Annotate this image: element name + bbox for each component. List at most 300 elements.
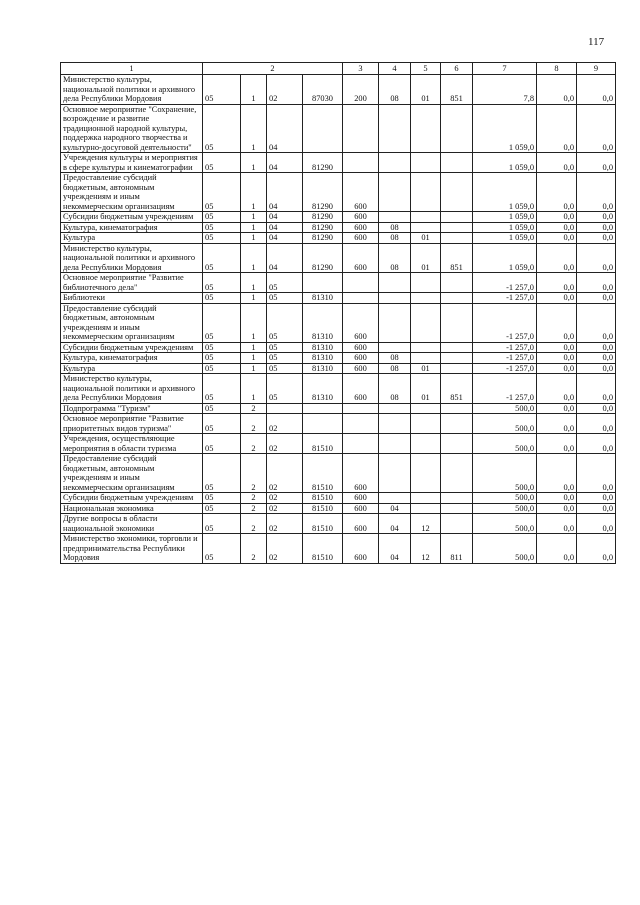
- code-direction: [303, 104, 343, 153]
- code-event: 02: [267, 434, 303, 454]
- col-7-value: 1 059,0: [473, 243, 537, 273]
- row-name: Субсидии бюджетным учреждениям: [61, 493, 203, 504]
- code-event: 04: [267, 212, 303, 223]
- col-header-3: 3: [343, 63, 379, 75]
- code-program: 05: [203, 233, 241, 244]
- code-subprogram: 1: [241, 243, 267, 273]
- col-3-value: [343, 403, 379, 414]
- code-subprogram: 1: [241, 173, 267, 212]
- col-9-value: 0,0: [577, 434, 616, 454]
- col-3-value: 600: [343, 212, 379, 223]
- code-program: 05: [203, 342, 241, 353]
- code-direction: 81510: [303, 534, 343, 564]
- table-row: [61, 534, 616, 564]
- col-6-value: [441, 503, 473, 514]
- code-program: 05: [203, 293, 241, 304]
- table-row: [61, 222, 616, 233]
- code-event: 05: [267, 374, 303, 404]
- code-event: 02: [267, 493, 303, 504]
- row-name: Министерство экономики, торговли и предпринимательства Республики Мордовия: [61, 534, 203, 564]
- code-program: 05: [203, 434, 241, 454]
- col-3-value: 600: [343, 454, 379, 493]
- col-3-value: 600: [343, 534, 379, 564]
- col-5-value: [411, 173, 441, 212]
- col-3-value: 600: [343, 342, 379, 353]
- col-8-value: 0,0: [537, 503, 577, 514]
- col-7-value: 1 059,0: [473, 153, 537, 173]
- code-program: 05: [203, 403, 241, 414]
- col-4-value: [379, 153, 411, 173]
- table-row: [61, 273, 616, 293]
- row-name: Предоставление субсидий бюджетным, автономным учреждениям и иным некоммерческим организациям: [61, 303, 203, 342]
- code-direction: 81310: [303, 342, 343, 353]
- col-4-value: 08: [379, 75, 411, 105]
- code-program: 05: [203, 363, 241, 374]
- col-8-value: 0,0: [537, 493, 577, 504]
- col-8-value: 0,0: [537, 342, 577, 353]
- code-subprogram: 2: [241, 414, 267, 434]
- code-subprogram: 1: [241, 75, 267, 105]
- table-body: [61, 75, 616, 564]
- table-row: [61, 233, 616, 244]
- col-4-value: 08: [379, 233, 411, 244]
- code-event: 05: [267, 342, 303, 353]
- col-5-value: [411, 273, 441, 293]
- col-7-value: -1 257,0: [473, 293, 537, 304]
- col-9-value: 0,0: [577, 212, 616, 223]
- col-9-value: 0,0: [577, 222, 616, 233]
- col-7-value: 500,0: [473, 454, 537, 493]
- code-program: 05: [203, 493, 241, 504]
- col-6-value: [441, 222, 473, 233]
- code-program: 05: [203, 514, 241, 534]
- col-3-value: [343, 273, 379, 293]
- code-event: 02: [267, 514, 303, 534]
- code-subprogram: 2: [241, 434, 267, 454]
- col-7-value: -1 257,0: [473, 363, 537, 374]
- col-6-value: [441, 212, 473, 223]
- code-subprogram: 1: [241, 222, 267, 233]
- code-event: 02: [267, 503, 303, 514]
- col-3-value: [343, 293, 379, 304]
- table-row: [61, 293, 616, 304]
- code-subprogram: 2: [241, 503, 267, 514]
- code-event: 04: [267, 104, 303, 153]
- table-row: [61, 514, 616, 534]
- col-9-value: 0,0: [577, 353, 616, 364]
- col-9-value: 0,0: [577, 363, 616, 374]
- col-5-value: [411, 434, 441, 454]
- col-7-value: 1 059,0: [473, 173, 537, 212]
- code-event: 04: [267, 173, 303, 212]
- code-program: 05: [203, 374, 241, 404]
- code-program: 05: [203, 454, 241, 493]
- col-3-value: 600: [343, 303, 379, 342]
- col-9-value: 0,0: [577, 493, 616, 504]
- code-program: 05: [203, 222, 241, 233]
- col-5-value: 01: [411, 243, 441, 273]
- code-program: 05: [203, 353, 241, 364]
- row-name: Культура: [61, 233, 203, 244]
- col-4-value: [379, 493, 411, 504]
- code-event: 05: [267, 273, 303, 293]
- col-6-value: [441, 353, 473, 364]
- col-8-value: 0,0: [537, 414, 577, 434]
- code-direction: 81290: [303, 173, 343, 212]
- col-7-value: -1 257,0: [473, 353, 537, 364]
- code-event: [267, 403, 303, 414]
- col-7-value: -1 257,0: [473, 273, 537, 293]
- col-8-value: 0,0: [537, 212, 577, 223]
- col-9-value: 0,0: [577, 293, 616, 304]
- col-7-value: 500,0: [473, 493, 537, 504]
- col-6-value: [441, 104, 473, 153]
- col-5-value: [411, 104, 441, 153]
- col-4-value: [379, 212, 411, 223]
- col-7-value: 1 059,0: [473, 222, 537, 233]
- row-name: Основное мероприятие "Развитие приоритетных видов туризма": [61, 414, 203, 434]
- code-direction: 81510: [303, 434, 343, 454]
- col-4-value: 08: [379, 363, 411, 374]
- code-program: 05: [203, 173, 241, 212]
- col-5-value: [411, 153, 441, 173]
- col-8-value: 0,0: [537, 293, 577, 304]
- table-row: [61, 434, 616, 454]
- col-6-value: [441, 414, 473, 434]
- row-name: Основное мероприятие "Сохранение, возрождение и развитие традиционной народной культуры, поддержка народного творчества и культурно-досуговой деятельности": [61, 104, 203, 153]
- code-subprogram: 1: [241, 212, 267, 223]
- col-3-value: 600: [343, 222, 379, 233]
- code-direction: 81290: [303, 243, 343, 273]
- col-5-value: [411, 493, 441, 504]
- col-3-value: 600: [343, 233, 379, 244]
- col-4-value: [379, 273, 411, 293]
- code-subprogram: 2: [241, 534, 267, 564]
- code-direction: 81290: [303, 233, 343, 244]
- col-4-value: 04: [379, 514, 411, 534]
- col-5-value: 01: [411, 233, 441, 244]
- col-5-value: [411, 414, 441, 434]
- col-8-value: 0,0: [537, 353, 577, 364]
- col-7-value: 500,0: [473, 434, 537, 454]
- code-direction: 81310: [303, 363, 343, 374]
- col-header-2: 2: [203, 63, 343, 75]
- code-direction: 81310: [303, 293, 343, 304]
- col-4-value: 04: [379, 534, 411, 564]
- code-event: 04: [267, 153, 303, 173]
- col-9-value: 0,0: [577, 173, 616, 212]
- code-direction: 81510: [303, 503, 343, 514]
- col-6-value: [441, 363, 473, 374]
- code-direction: 81510: [303, 454, 343, 493]
- col-5-value: 12: [411, 534, 441, 564]
- row-name: Библиотеки: [61, 293, 203, 304]
- col-4-value: 08: [379, 222, 411, 233]
- code-subprogram: 1: [241, 353, 267, 364]
- col-4-value: 08: [379, 243, 411, 273]
- col-4-value: 08: [379, 374, 411, 404]
- col-5-value: [411, 403, 441, 414]
- col-3-value: [343, 434, 379, 454]
- col-6-value: 851: [441, 374, 473, 404]
- table-header-row: [61, 63, 616, 75]
- code-event: 05: [267, 293, 303, 304]
- code-subprogram: 2: [241, 493, 267, 504]
- row-name: Предоставление субсидий бюджетным, автономным учреждениям и иным некоммерческим организациям: [61, 454, 203, 493]
- col-6-value: [441, 303, 473, 342]
- table-row: [61, 363, 616, 374]
- col-4-value: [379, 173, 411, 212]
- col-5-value: 12: [411, 514, 441, 534]
- code-direction: 81310: [303, 303, 343, 342]
- code-event: 05: [267, 363, 303, 374]
- row-name: Субсидии бюджетным учреждениям: [61, 342, 203, 353]
- col-4-value: [379, 104, 411, 153]
- col-7-value: 7,8: [473, 75, 537, 105]
- col-8-value: 0,0: [537, 303, 577, 342]
- col-3-value: 600: [343, 503, 379, 514]
- col-3-value: [343, 414, 379, 434]
- code-program: 05: [203, 104, 241, 153]
- budget-table: [60, 62, 616, 564]
- col-8-value: 0,0: [537, 75, 577, 105]
- col-8-value: 0,0: [537, 363, 577, 374]
- table-row: [61, 403, 616, 414]
- code-subprogram: 2: [241, 403, 267, 414]
- table-row: [61, 173, 616, 212]
- code-program: 05: [203, 303, 241, 342]
- code-program: 05: [203, 153, 241, 173]
- col-8-value: 0,0: [537, 104, 577, 153]
- col-3-value: 200: [343, 75, 379, 105]
- code-event: 04: [267, 243, 303, 273]
- table-row: [61, 243, 616, 273]
- code-direction: 87030: [303, 75, 343, 105]
- col-3-value: [343, 104, 379, 153]
- col-5-value: [411, 503, 441, 514]
- code-subprogram: 2: [241, 454, 267, 493]
- table-row: [61, 374, 616, 404]
- table-row: [61, 212, 616, 223]
- col-6-value: [441, 293, 473, 304]
- col-header-9: 9: [577, 63, 616, 75]
- code-program: 05: [203, 534, 241, 564]
- col-5-value: [411, 353, 441, 364]
- code-event: 04: [267, 233, 303, 244]
- row-name: Учреждения культуры и мероприятия в сфере культуры и кинематографии: [61, 153, 203, 173]
- col-7-value: -1 257,0: [473, 374, 537, 404]
- col-9-value: 0,0: [577, 342, 616, 353]
- col-5-value: [411, 454, 441, 493]
- table-row: [61, 342, 616, 353]
- code-subprogram: 1: [241, 293, 267, 304]
- col-6-value: [441, 454, 473, 493]
- table-row: [61, 75, 616, 105]
- col-3-value: 600: [343, 514, 379, 534]
- col-header-6: 6: [441, 63, 473, 75]
- col-4-value: [379, 303, 411, 342]
- code-subprogram: 2: [241, 514, 267, 534]
- col-6-value: 851: [441, 75, 473, 105]
- col-9-value: 0,0: [577, 243, 616, 273]
- code-direction: 81510: [303, 493, 343, 504]
- code-subprogram: 1: [241, 104, 267, 153]
- col-6-value: 811: [441, 534, 473, 564]
- row-name: Культура, кинематография: [61, 222, 203, 233]
- row-name: Министерство культуры, национальной политики и архивного дела Республики Мордовия: [61, 374, 203, 404]
- row-name: Национальная экономика: [61, 503, 203, 514]
- col-5-value: [411, 293, 441, 304]
- code-direction: 81310: [303, 374, 343, 404]
- col-6-value: [441, 153, 473, 173]
- row-name: Министерство культуры, национальной политики и архивного дела Республики Мордовия: [61, 243, 203, 273]
- col-6-value: [441, 434, 473, 454]
- code-program: 05: [203, 503, 241, 514]
- col-3-value: 600: [343, 173, 379, 212]
- col-5-value: 01: [411, 75, 441, 105]
- code-direction: [303, 414, 343, 434]
- col-4-value: [379, 293, 411, 304]
- row-name: Учреждения, осуществляющие мероприятия в области туризма: [61, 434, 203, 454]
- code-event: 02: [267, 414, 303, 434]
- table-row: [61, 104, 616, 153]
- col-8-value: 0,0: [537, 273, 577, 293]
- code-program: 05: [203, 273, 241, 293]
- col-3-value: 600: [343, 493, 379, 504]
- col-header-4: 4: [379, 63, 411, 75]
- col-6-value: [441, 342, 473, 353]
- code-direction: [303, 403, 343, 414]
- col-8-value: 0,0: [537, 374, 577, 404]
- code-event: 02: [267, 534, 303, 564]
- code-event: 04: [267, 222, 303, 233]
- code-program: 05: [203, 75, 241, 105]
- col-9-value: 0,0: [577, 403, 616, 414]
- col-header-8: 8: [537, 63, 577, 75]
- col-7-value: -1 257,0: [473, 303, 537, 342]
- col-9-value: 0,0: [577, 303, 616, 342]
- col-4-value: [379, 342, 411, 353]
- col-8-value: 0,0: [537, 434, 577, 454]
- table-row: [61, 303, 616, 342]
- col-8-value: 0,0: [537, 454, 577, 493]
- code-subprogram: 1: [241, 233, 267, 244]
- col-3-value: 600: [343, 363, 379, 374]
- row-name: Субсидии бюджетным учреждениям: [61, 212, 203, 223]
- col-8-value: 0,0: [537, 153, 577, 173]
- col-9-value: 0,0: [577, 75, 616, 105]
- col-7-value: 500,0: [473, 534, 537, 564]
- table-row: [61, 454, 616, 493]
- table-row: [61, 153, 616, 173]
- code-program: 05: [203, 243, 241, 273]
- col-5-value: 01: [411, 374, 441, 404]
- col-9-value: 0,0: [577, 104, 616, 153]
- col-7-value: 500,0: [473, 514, 537, 534]
- col-3-value: [343, 153, 379, 173]
- col-5-value: 01: [411, 363, 441, 374]
- col-5-value: [411, 342, 441, 353]
- col-header-7: 7: [473, 63, 537, 75]
- code-direction: 81310: [303, 353, 343, 364]
- col-9-value: 0,0: [577, 374, 616, 404]
- table-row: [61, 493, 616, 504]
- col-6-value: [441, 493, 473, 504]
- code-subprogram: 1: [241, 273, 267, 293]
- col-9-value: 0,0: [577, 534, 616, 564]
- col-9-value: 0,0: [577, 273, 616, 293]
- code-program: 05: [203, 414, 241, 434]
- col-9-value: 0,0: [577, 454, 616, 493]
- code-event: 05: [267, 353, 303, 364]
- table-row: [61, 353, 616, 364]
- row-name: Основное мероприятие "Развитие библиотечного дела": [61, 273, 203, 293]
- col-6-value: 851: [441, 243, 473, 273]
- code-direction: [303, 273, 343, 293]
- row-name: Другие вопросы в области национальной экономики: [61, 514, 203, 534]
- col-5-value: [411, 212, 441, 223]
- code-event: 02: [267, 75, 303, 105]
- col-3-value: 600: [343, 243, 379, 273]
- col-9-value: 0,0: [577, 233, 616, 244]
- code-subprogram: 1: [241, 342, 267, 353]
- row-name: Культура, кинематография: [61, 353, 203, 364]
- col-8-value: 0,0: [537, 233, 577, 244]
- code-direction: 81290: [303, 212, 343, 223]
- col-6-value: [441, 233, 473, 244]
- col-3-value: 600: [343, 374, 379, 404]
- col-header-5: 5: [411, 63, 441, 75]
- col-7-value: 500,0: [473, 403, 537, 414]
- code-subprogram: 1: [241, 363, 267, 374]
- col-9-value: 0,0: [577, 414, 616, 434]
- row-name: Культура: [61, 363, 203, 374]
- col-6-value: [441, 173, 473, 212]
- col-7-value: 500,0: [473, 414, 537, 434]
- col-5-value: [411, 303, 441, 342]
- code-direction: 81290: [303, 222, 343, 233]
- col-7-value: 1 059,0: [473, 233, 537, 244]
- col-8-value: 0,0: [537, 534, 577, 564]
- col-4-value: [379, 434, 411, 454]
- col-6-value: [441, 273, 473, 293]
- code-direction: 81510: [303, 514, 343, 534]
- col-7-value: 1 059,0: [473, 104, 537, 153]
- page-number: 117: [588, 36, 605, 48]
- col-8-value: 0,0: [537, 243, 577, 273]
- col-4-value: [379, 414, 411, 434]
- code-event: 02: [267, 454, 303, 493]
- col-8-value: 0,0: [537, 222, 577, 233]
- code-subprogram: 1: [241, 374, 267, 404]
- col-8-value: 0,0: [537, 173, 577, 212]
- row-name: Предоставление субсидий бюджетным, автономным учреждениям и иным некоммерческим организациям: [61, 173, 203, 212]
- col-4-value: 04: [379, 503, 411, 514]
- col-7-value: 500,0: [473, 503, 537, 514]
- col-6-value: [441, 514, 473, 534]
- col-4-value: 08: [379, 353, 411, 364]
- col-6-value: [441, 403, 473, 414]
- col-8-value: 0,0: [537, 403, 577, 414]
- col-5-value: [411, 222, 441, 233]
- row-name: Подпрограмма "Туризм": [61, 403, 203, 414]
- col-9-value: 0,0: [577, 503, 616, 514]
- col-7-value: 1 059,0: [473, 212, 537, 223]
- code-subprogram: 1: [241, 153, 267, 173]
- col-4-value: [379, 454, 411, 493]
- col-3-value: 600: [343, 353, 379, 364]
- col-8-value: 0,0: [537, 514, 577, 534]
